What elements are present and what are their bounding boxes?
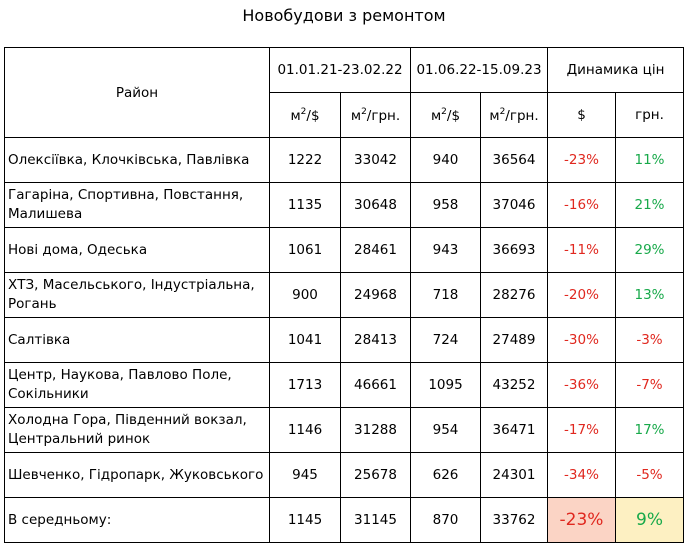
district-cell: Нові дома, Одеська xyxy=(5,228,270,273)
dyn-uah-cell: 17% xyxy=(616,408,684,453)
avg-p2-usd-cell: 870 xyxy=(411,498,481,543)
period2-header: 01.06.22-15.09.23 xyxy=(411,48,548,93)
p2-uah-cell: 24301 xyxy=(481,453,548,498)
period2-usd-header: $м^2/\$$ xyxy=(411,93,481,138)
dyn-usd-cell: -30% xyxy=(548,318,616,363)
p2-uah-cell: 36564 xyxy=(481,138,548,183)
dynamics-header: Динамика цін xyxy=(548,48,684,93)
p2-uah-cell: 37046 xyxy=(481,183,548,228)
average-label: В середньому: xyxy=(5,498,270,543)
dyn-uah-header: грн. xyxy=(616,93,684,138)
p1-usd-cell: 1061 xyxy=(270,228,341,273)
period1-usd-header: $м^2/\$$ xyxy=(270,93,341,138)
p1-usd-cell: 1041 xyxy=(270,318,341,363)
p2-usd-cell: 940 xyxy=(411,138,481,183)
p1-usd-cell: 1713 xyxy=(270,363,341,408)
p2-usd-cell: 943 xyxy=(411,228,481,273)
p1-usd-cell: 1135 xyxy=(270,183,341,228)
dyn-usd-cell: -23% xyxy=(548,138,616,183)
district-cell: Холодна Гора, Південний вокзал, Центральний ринок xyxy=(5,408,270,453)
p2-usd-cell: 724 xyxy=(411,318,481,363)
p2-uah-cell: 36471 xyxy=(481,408,548,453)
p1-usd-cell: 900 xyxy=(270,273,341,318)
district-cell: Салтівка xyxy=(5,318,270,363)
header-row-top xyxy=(5,48,684,93)
avg-p1-uah-cell: 31145 xyxy=(341,498,411,543)
district-header: Район xyxy=(5,48,270,138)
p1-uah-cell: 46661 xyxy=(341,363,411,408)
table-row xyxy=(5,453,684,498)
p1-uah-cell: 28413 xyxy=(341,318,411,363)
dyn-usd-cell: -11% xyxy=(548,228,616,273)
dyn-uah-cell: 21% xyxy=(616,183,684,228)
dyn-usd-cell: -34% xyxy=(548,453,616,498)
avg-p2-uah-cell: 33762 xyxy=(481,498,548,543)
avg-dyn-usd-cell: -23% xyxy=(548,498,616,543)
table-row xyxy=(5,318,684,363)
p2-uah-cell: 36693 xyxy=(481,228,548,273)
avg-p1-usd-cell: 1145 xyxy=(270,498,341,543)
p1-usd-cell: 945 xyxy=(270,453,341,498)
p1-uah-cell: 25678 xyxy=(341,453,411,498)
p1-uah-cell: 24968 xyxy=(341,273,411,318)
dyn-usd-header: $ xyxy=(548,93,616,138)
district-cell: Центр, Наукова, Павлово Поле, Сокільники xyxy=(5,363,270,408)
dyn-uah-cell: 13% xyxy=(616,273,684,318)
period2-uah-header: $м^2$/грн. xyxy=(481,93,548,138)
district-cell: Олексіївка, Клочківська, Павлівка xyxy=(5,138,270,183)
dyn-usd-cell: -16% xyxy=(548,183,616,228)
average-row xyxy=(5,498,684,543)
p2-usd-cell: 958 xyxy=(411,183,481,228)
table-row xyxy=(5,138,684,183)
table-row xyxy=(5,408,684,453)
p1-usd-cell: 1146 xyxy=(270,408,341,453)
p2-uah-cell: 28276 xyxy=(481,273,548,318)
p1-uah-cell: 30648 xyxy=(341,183,411,228)
dyn-usd-cell: -36% xyxy=(548,363,616,408)
table-row xyxy=(5,228,684,273)
p1-uah-cell: 33042 xyxy=(341,138,411,183)
dyn-uah-cell: -5% xyxy=(616,453,684,498)
district-cell: Шевченко, Гідропарк, Жуковського xyxy=(5,453,270,498)
p1-usd-cell: 1222 xyxy=(270,138,341,183)
p1-uah-cell: 28461 xyxy=(341,228,411,273)
dyn-uah-cell: 29% xyxy=(616,228,684,273)
p2-usd-cell: 1095 xyxy=(411,363,481,408)
p2-usd-cell: 626 xyxy=(411,453,481,498)
table-row xyxy=(5,273,684,318)
table-row xyxy=(5,183,684,228)
p2-usd-cell: 954 xyxy=(411,408,481,453)
dyn-uah-cell: 11% xyxy=(616,138,684,183)
period1-uah-header: $м^2$/грн. xyxy=(341,93,411,138)
p2-uah-cell: 27489 xyxy=(481,318,548,363)
period1-header: 01.01.21-23.02.22 xyxy=(270,48,411,93)
page-title: Новобудови з ремонтом xyxy=(242,6,446,25)
dyn-uah-cell: -3% xyxy=(616,318,684,363)
avg-dyn-uah-cell: 9% xyxy=(616,498,684,543)
dyn-usd-cell: -17% xyxy=(548,408,616,453)
dyn-usd-cell: -20% xyxy=(548,273,616,318)
table-row xyxy=(5,363,684,408)
district-cell: Гагаріна, Спортивна, Повстання, Малишева xyxy=(5,183,270,228)
district-cell: ХТЗ, Масельського, Індустріальна, Рогань xyxy=(5,273,270,318)
p2-uah-cell: 43252 xyxy=(481,363,548,408)
dyn-uah-cell: -7% xyxy=(616,363,684,408)
price-table xyxy=(4,47,684,543)
p1-uah-cell: 31288 xyxy=(341,408,411,453)
p2-usd-cell: 718 xyxy=(411,273,481,318)
